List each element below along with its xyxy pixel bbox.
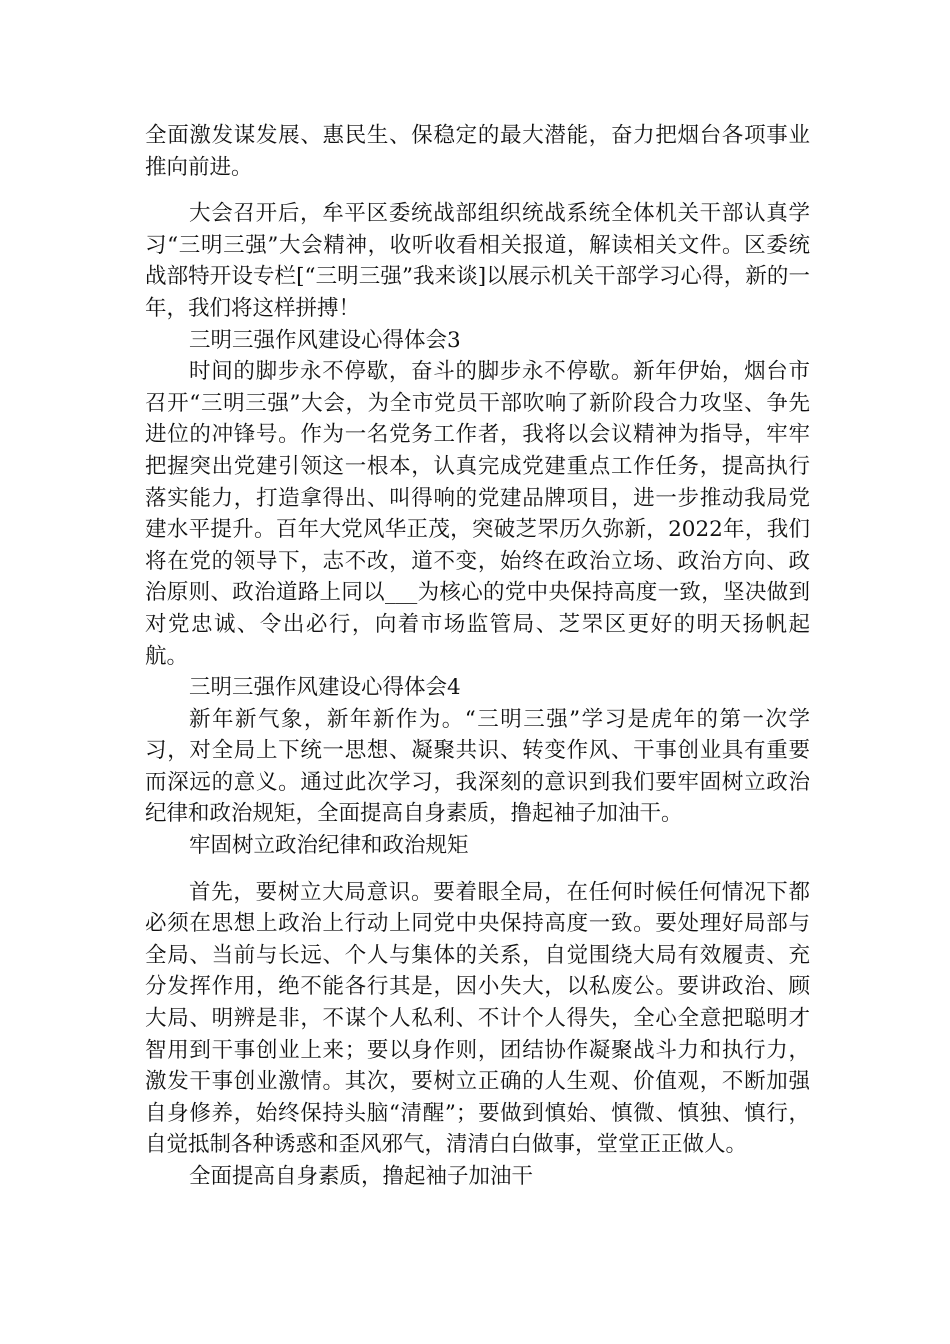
subheading-improve-quality: 全面提高自身素质，撸起袖子加油干	[189, 1164, 534, 1189]
paragraph-political-discipline: 首先，要树立大局意识。要着眼全局，在任何时候任何情况下都必须在思想上政治上行动上同党中央保持高度一致。要处理好局部与全局、当前与长远、个人与集体的关系，自觉围绕大局有效履责、充分发挥作用，绝不能各行其是，因小失大，以私废公。要讲政治、顾大局、明辨是非，不谋个人私利、不计个人得失，全心全意把聪明才智用到干事创业上来；要以身作则，团结协作凝聚战斗力和执行力，激发干事创业激情。其次，要树立正确的人生观、价值观，不断加强自身修养，始终保持头脑“清醒”；要做到慎始、慎微、慎独、慎行，自觉抵制各种诱惑和歪风邪气，清清白白做事，堂堂正正做人。	[145, 879, 810, 1158]
subheading-political-discipline: 牢固树立政治纪律和政治规矩	[189, 833, 469, 859]
section-heading-3: 三明三强作风建设心得体会3	[189, 327, 461, 353]
paragraph-section-3: 时间的脚步永不停歇，奋斗的脚步永不停歇。新年伊始，烟台市召开“三明三强”大会，为全市党员干部吹响了新阶段合力攻坚、争先进位的冲锋号。作为一名党务工作者，我将以会议精神为指导，牢牢把握突出党建引领这一根本，认真完成党建重点工作任务，提高执行落实能力，打造拿得出、叫得响的党建品牌项目，进一步推动我局党建水平提升。百年大党风华正茂，突破芝罘历久弥新，2022年，我们将在党的领导下，志不改，道不变，始终在政治立场、政治方向、政治原则、政治道路上同以___为核心的党中央保持高度一致，坚决做到对党忠诚、令出必行，向着市场监管局、芝罘区更好的明天扬帆起航。	[145, 359, 810, 669]
section-heading-4: 三明三强作风建设心得体会4	[189, 675, 461, 701]
paragraph-continuation: 全面激发谋发展、惠民生、保稳定的最大潜能，奋力把烟台各项事业推向前进。	[145, 123, 810, 180]
paragraph-meeting-study: 大会召开后，牟平区委统战部组织统战系统全体机关干部认真学习“三明三强”大会精神，收听收看相关报道，解读相关文件。区委统战部特开设专栏[“三明三强”我来谈]以展示机关干部学习心得，新的一年，我们将这样拼搏！	[145, 201, 810, 321]
document-page	[145, 120, 810, 1193]
paragraph-section-4: 新年新气象，新年新作为。“三明三强”学习是虎年的第一次学习，对全局上下统一思想、凝聚共识、转变作风、干事创业具有重要而深远的意义。通过此次学习，我深刻的意识到我们要牢固树立政治纪律和政治规矩，全面提高自身素质，撸起袖子加油干。	[145, 706, 810, 827]
